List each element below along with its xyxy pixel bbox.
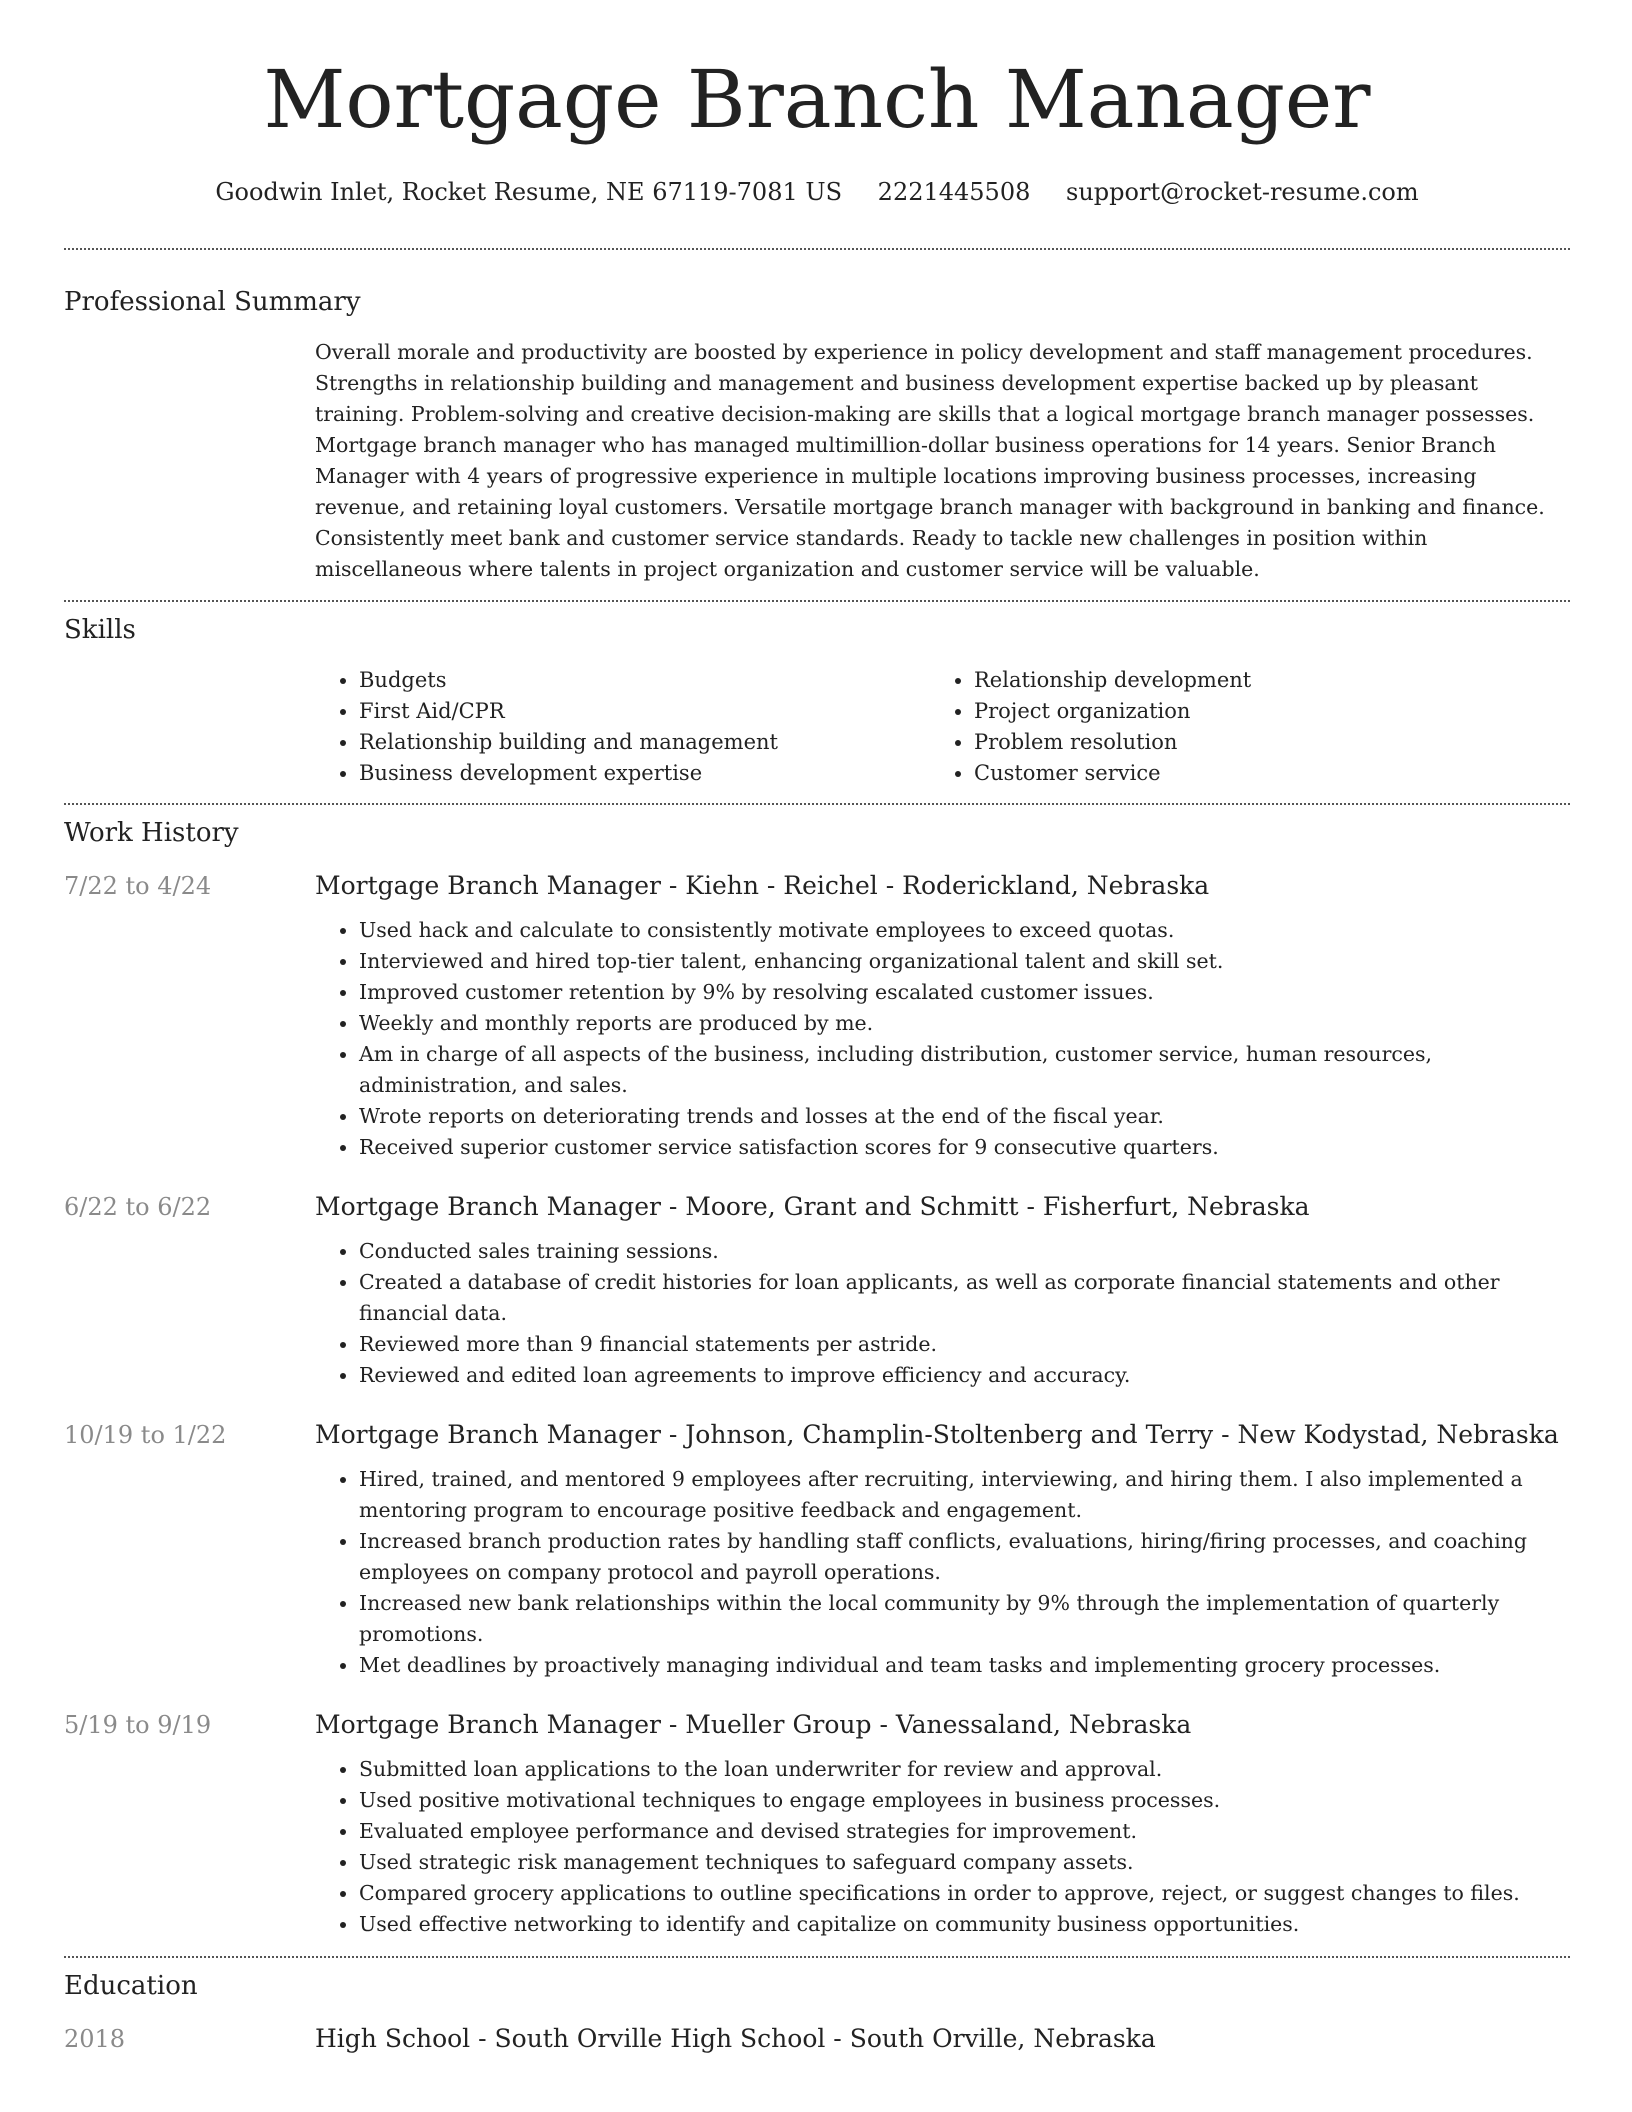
job-bullet: • Interviewed and hired top-tier talent, enhancing organizational talent and skill set.	[359, 946, 1570, 977]
skill-item: • First Aid/CPR	[359, 696, 930, 727]
job-dates: 10/19 to 1/22	[64, 1421, 227, 1449]
education-year: 2018	[64, 2025, 126, 2053]
job-bullet: • Used effective networking to identify and capitalize on community business opportunities.	[359, 1909, 1570, 1940]
resume-page	[64, 0, 1570, 2068]
job-bullets	[315, 1236, 1570, 1391]
job-bullet: • Increased new bank relationships within the local community by 9% through the implementation of quarterly promotions.	[359, 1588, 1570, 1650]
education-body	[315, 2022, 1570, 2068]
skill-item: • Budgets	[359, 665, 930, 696]
skills-column-left	[315, 665, 930, 789]
job-bullet: • Reviewed more than 9 financial statements per astride.	[359, 1329, 1570, 1360]
skill-item: • Customer service	[974, 758, 1545, 789]
section-title-skills: Skills	[64, 615, 136, 645]
skills-column-right	[930, 665, 1545, 789]
section-title-education: Education	[64, 1971, 198, 2001]
education-title: High School - South Orville High School - South Orville, Nebraska	[315, 2024, 1156, 2053]
job-bullet: • Met deadlines by proactively managing individual and team tasks and implementing grocery processes.	[359, 1650, 1570, 1681]
job-dates: 6/22 to 6/22	[64, 1193, 212, 1221]
job-bullet: • Wrote reports on deteriorating trends and losses at the end of the fiscal year.	[359, 1101, 1570, 1132]
skills-section	[64, 602, 1570, 789]
job-bullet: • Conducted sales training sessions.	[359, 1236, 1570, 1267]
job-bullet: • Submitted loan applications to the loan underwriter for review and approval.	[359, 1754, 1570, 1785]
job-entry	[64, 869, 1570, 1163]
job-body	[315, 1418, 1570, 1681]
job-entry	[64, 1708, 1570, 1940]
job-bullet: • Reviewed and edited loan agreements to improve efficiency and accuracy.	[359, 1360, 1570, 1391]
job-bullets	[315, 1754, 1570, 1940]
job-bullet: • Compared grocery applications to outline specifications in order to approve, reject, or suggest changes to files.	[359, 1878, 1570, 1909]
job-entry	[64, 1418, 1570, 1681]
contact-address: Goodwin Inlet, Rocket Resume, NE 67119-7081 US	[215, 178, 843, 206]
job-dates: 5/19 to 9/19	[64, 1711, 212, 1739]
skill-item: • Business development expertise	[359, 758, 930, 789]
job-bullet: • Weekly and monthly reports are produced by me.	[359, 1008, 1570, 1039]
job-entry	[64, 1190, 1570, 1391]
job-bullet: • Used strategic risk management techniques to safeguard company assets.	[359, 1847, 1570, 1878]
skill-item: • Project organization	[974, 696, 1545, 727]
job-bullet: • Improved customer retention by 9% by resolving escalated customer issues.	[359, 977, 1570, 1008]
section-title-work-history: Work History	[64, 818, 239, 848]
summary-text: Overall morale and productivity are boosted by experience in policy development and staff management procedures. Strengths in relationship building and management and business development expertise backed up by pleasant training. Problem-solving and creative decision-making are skills that a logical mortgage branch manager possesses. Mortgage branch manager who has managed multimillion-dollar business operations for 14 years. Senior Branch Manager with 4 years of progressive experience in multiple locations improving business processes, increasing revenue, and retaining loyal customers. Versatile mortgage branch manager with background in banking and finance. Consistently meet bank and customer service standards. Ready to tackle new challenges in position within miscellaneous where talents in project organization and customer service will be valuable.	[315, 340, 1545, 581]
skills-grid	[315, 665, 1570, 789]
job-bullet: • Used hack and calculate to consistently motivate employees to exceed quotas.	[359, 915, 1570, 946]
job-bullet: • Am in charge of all aspects of the business, including distribution, customer service, human resources, administration, and sales.	[359, 1039, 1570, 1101]
job-body	[315, 869, 1570, 1163]
summary-section	[64, 250, 1570, 585]
education-section	[64, 1958, 1570, 2068]
skill-item: • Relationship building and management	[359, 727, 930, 758]
contact-email: support@rocket-resume.com	[1066, 178, 1419, 206]
job-title: Mortgage Branch Manager - Moore, Grant and Schmitt - Fisherfurt, Nebraska	[315, 1192, 1310, 1221]
job-bullet: • Created a database of credit histories for loan applicants, as well as corporate financial statements and other financial data.	[359, 1267, 1570, 1329]
job-bullets	[315, 1464, 1570, 1681]
contact-phone: 2221445508	[877, 178, 1031, 206]
job-bullet: • Received superior customer service satisfaction scores for 9 consecutive quarters.	[359, 1132, 1570, 1163]
job-bullet: • Increased branch production rates by handling staff conflicts, evaluations, hiring/firing processes, and coaching employees on company protocol and payroll operations.	[359, 1526, 1570, 1588]
job-title: Mortgage Branch Manager - Johnson, Champlin-Stoltenberg and Terry - New Kodystad, Nebraska	[315, 1420, 1559, 1449]
section-title-summary: Professional Summary	[64, 287, 361, 317]
job-bullet: • Evaluated employee performance and devised strategies for improvement.	[359, 1816, 1570, 1847]
job-body	[315, 1708, 1570, 1940]
job-title: Mortgage Branch Manager - Kiehn - Reichel - Roderickland, Nebraska	[315, 871, 1210, 900]
work-history-section	[64, 805, 1570, 1940]
job-bullet: • Hired, trained, and mentored 9 employees after recruiting, interviewing, and hiring them. I also implemented a mentoring program to encourage positive feedback and engagement.	[359, 1464, 1570, 1526]
job-dates: 7/22 to 4/24	[64, 872, 212, 900]
contact-line	[64, 176, 1570, 208]
job-title: Mortgage Branch Manager - Mueller Group - Vanessaland, Nebraska	[315, 1710, 1192, 1739]
education-entry	[64, 2022, 1570, 2068]
job-bullets	[315, 915, 1570, 1163]
resume-name: Mortgage Branch Manager	[263, 53, 1371, 146]
skill-item: • Relationship development	[974, 665, 1545, 696]
job-body	[315, 1190, 1570, 1391]
skill-item: • Problem resolution	[974, 727, 1545, 758]
job-bullet: • Used positive motivational techniques to engage employees in business processes.	[359, 1785, 1570, 1816]
